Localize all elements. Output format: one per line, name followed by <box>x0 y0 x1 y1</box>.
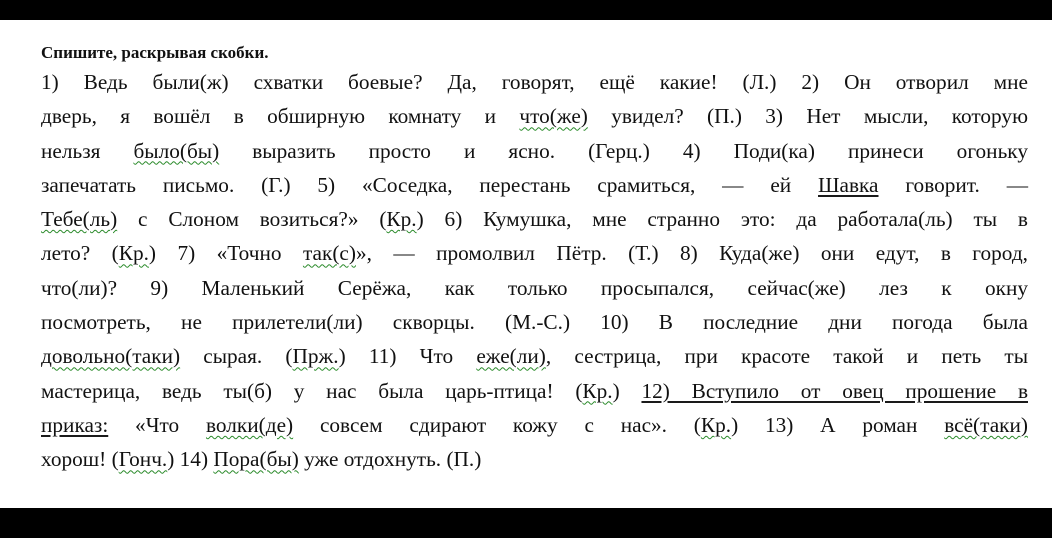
text-segment: мастерица, ведь ты(б) у нас была царь-птица! ( <box>41 378 583 403</box>
spellcheck-underlined-word: довольно(таки) <box>41 344 181 369</box>
spellcheck-underlined-word: еже(ли) <box>476 344 546 369</box>
underlined-text: 12) Вступило от овец прошение в <box>641 378 1028 403</box>
spellcheck-underlined-word: Пора(бы) <box>213 447 299 472</box>
text-segment: ) 13) А роман <box>731 412 945 437</box>
underlined-text: Шавка <box>818 172 879 197</box>
spellcheck-underlined-word: Тебе(ль) <box>41 207 118 232</box>
text-segment: совсем сдирают кожу с нас». ( <box>293 412 701 437</box>
text-segment: с Слоном возиться?» ( <box>117 207 387 232</box>
text-segment: уже отдохнуть. (П.) <box>298 447 482 472</box>
text-segment: посмотреть, не прилетели(ли) скворцы. (М.-С.) 10) В последние дни погода была <box>41 310 1028 335</box>
spellcheck-underlined-word: Гонч. <box>118 447 168 472</box>
spellcheck-underlined-word: было(бы) <box>133 138 220 163</box>
underlined-text: приказ: <box>41 412 109 437</box>
top-black-bar <box>0 0 1052 20</box>
text-line <box>41 442 1028 476</box>
text-segment: ) 11) Что <box>338 344 477 369</box>
text-segment: выразить просто и ясно. (Герц.) 4) Поди(ка) принеси огоньку <box>219 138 1028 163</box>
spellcheck-underlined-word: Кр. <box>386 207 417 232</box>
text-line <box>41 236 1028 270</box>
text-segment: дверь, я вошёл в обширную комнату и <box>41 104 520 129</box>
text-line <box>41 99 1028 133</box>
text-segment: что(ли)? 9) Маленький Серёжа, как только просыпался, сейчас(же) лез к окну <box>41 275 1028 300</box>
spellcheck-underlined-word: Кр. <box>700 412 732 437</box>
text-segment: нельзя <box>41 138 134 163</box>
exercise-text <box>41 65 1028 477</box>
text-line <box>41 408 1028 442</box>
text-line <box>41 134 1028 168</box>
text-segment: запечатать письмо. (Г.) 5) «Соседка, перестань срамиться, — ей <box>41 172 819 197</box>
text-segment: », — промолвил Пётр. (Т.) 8) Куда(же) они едут, в город, <box>355 241 1029 266</box>
text-segment: , сестрица, при красоте такой и петь ты <box>545 344 1028 369</box>
spellcheck-underlined-word: что(же) <box>519 104 588 129</box>
spellcheck-underlined-word: Кр. <box>118 241 149 266</box>
text-line <box>41 202 1028 236</box>
spellcheck-underlined-word: Кр. <box>582 378 613 403</box>
spellcheck-underlined-word: так(с) <box>302 241 356 266</box>
text-line <box>41 271 1028 305</box>
text-line <box>41 339 1028 373</box>
text-segment: сырая. ( <box>180 344 293 369</box>
text-segment: хорош! ( <box>41 447 119 472</box>
text-segment: «Что <box>108 412 207 437</box>
text-segment: 1) Ведь были(ж) схватки боевые? Да, говорят, ещё какие! (Л.) 2) Он отворил мне <box>41 70 1028 94</box>
text-segment: ) 14) <box>167 447 214 472</box>
document-page <box>0 20 1052 508</box>
exercise-block <box>41 42 1028 477</box>
text-segment: лето? ( <box>41 241 119 266</box>
spellcheck-underlined-word: всё(таки) <box>944 412 1028 437</box>
bottom-black-bar <box>0 508 1052 538</box>
text-segment: ) 7) «Точно <box>148 241 303 266</box>
text-line <box>41 374 1028 408</box>
text-segment: говорит. — <box>878 172 1028 197</box>
text-line <box>41 168 1028 202</box>
spellcheck-underlined-word: волки(де) <box>206 412 294 437</box>
spellcheck-underlined-word: Прж. <box>292 344 339 369</box>
text-line <box>41 65 1028 99</box>
text-segment: ) <box>612 378 642 403</box>
text-segment: ) 6) Кумушка, мне странно это: да работала(ль) ты в <box>416 207 1028 232</box>
text-segment: увидел? (П.) 3) Нет мысли, которую <box>587 104 1028 129</box>
exercise-heading: Спишите, раскрывая скобки. <box>41 43 269 62</box>
text-line <box>41 305 1028 339</box>
